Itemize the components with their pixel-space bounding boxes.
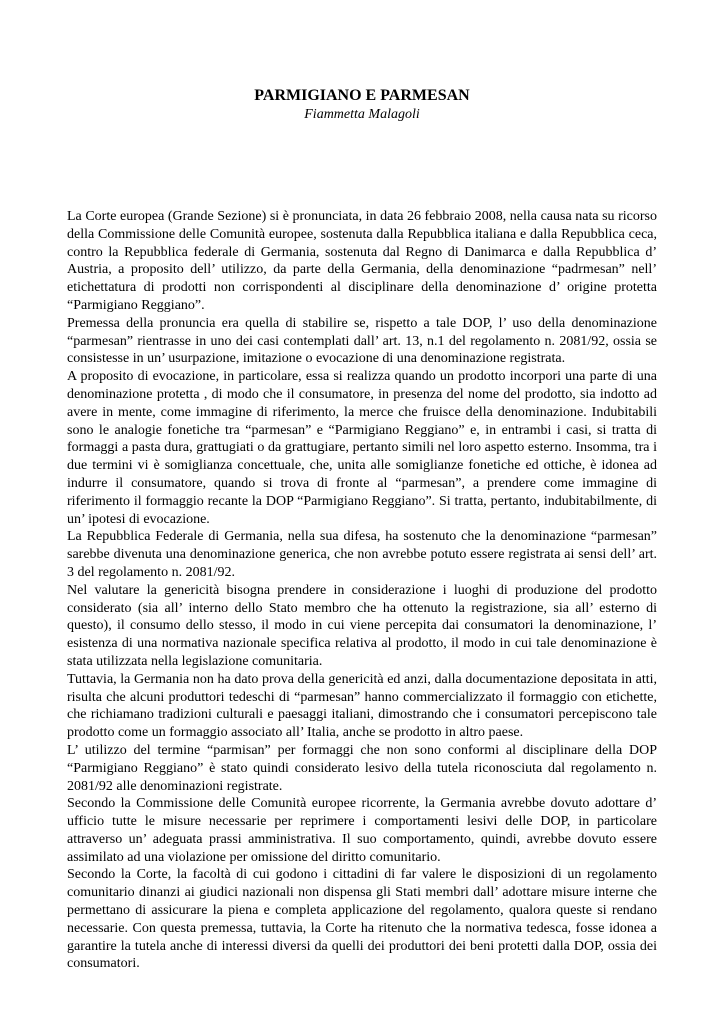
document-header [0,86,724,123]
document-author: Fiammetta Malagoli [304,107,420,122]
paragraph: La Repubblica Federale di Germania, nella sua difesa, ha sostenuto che la denominazione “parmesan” sarebbe divenuta una denominazione generica, che non avrebbe potuto essere registrata ai sensi dell’ art. 3 del regolamento n. 2081/92. [67,529,657,580]
document-body [67,208,657,973]
document-title: PARMIGIANO E PARMESAN [254,87,470,104]
paragraph: A proposito di evocazione, in particolare, essa si realizza quando un prodotto incorpori una parte di una denominazione protetta , di modo che il consumatore, in presenza del nome del prodotto, sia indotto ad avere in mente, come immagine di riferimento, la merce che fruisce della denominazione. Indubitabili sono le analogie fonetiche tra “parmesan” e “Parmigiano Reggiano” e, in entrambi i casi, si tratta di formaggi a pasta dura, grattugiati o da grattugiare, pertanto simili nel loro aspetto esterno. Insomma, tra i due termini vi è somiglianza concettuale, che, unita alle somiglianze fonetiche ed ottiche, è idonea ad indurre il consumatore, quando si trova di fronte al “parmesan”, a prendere come immagine di riferimento il formaggio recante la DOP “Parmigiano Reggiano”. Si tratta, pertanto, indubitabilmente, di un’ ipotesi di evocazione. [67,369,657,527]
paragraph: Premessa della pronuncia era quella di stabilire se, rispetto a tale DOP, l’ uso della denominazione “parmesan” rientrasse in uno dei casi contemplati dall’ art. 13, n.1 del regolamento n. 2081/92, ossia se consistesse in un’ usurpazione, imitazione o evocazione di una denominazione registrata. [67,315,657,367]
paragraph: La Corte europea (Grande Sezione) si è pronunciata, in data 26 febbraio 2008, nella causa nata su ricorso della Commissione delle Comunità europee, sostenuta dalla Repubblica italiana e dalla Repubblica ceca, contro la Repubblica federale di Germania, sostenuta dal Regno di Danimarca e dalla Repubblica d’ Austria, a proposito dell’ utilizzo, da parte della Germania, della denominazione “padrmesan” nell’ etichettatura di prodotti non corrispondenti al disciplinare della denominazione d’ origine protetta “Parmigiano Reggiano”. [67,209,657,313]
paragraph: Secondo la Corte, la facoltà di cui godono i cittadini di far valere le disposizioni di un regolamento comunitario dinanzi ai giudici nazionali non dispensa gli Stati membri dall’ adottare misure interne che permettano di assicurare la piena e completa applicazione del regolamento, qualora queste si rendano necessarie. Con questa premessa, tuttavia, la Corte ha ritenuto che la normativa tedesca, fosse idonea a garantire la tutela anche di interessi diversi da quelli dei produttori dei beni protetti dalla DOP, ossia dei consumatori. [67,867,657,972]
paragraph: Tuttavia, la Germania non ha dato prova della genericità ed anzi, dalla documentazione depositata in atti, risulta che alcuni produttori tedeschi di “parmesan” hanno commercializzato il formaggio con etichette, che richiamano tradizioni culturali e paesaggi italiani, dimostrando che i consumatori percepiscono tale prodotto come un formaggio associato all’ Italia, anche se prodotto in altro paese. [67,671,657,741]
paragraph: Secondo la Commissione delle Comunità europee ricorrente, la Germania avrebbe dovuto adottare d’ ufficio tutte le misure necessarie per reprimere i comportamenti lesivi delle DOP, in particolare attraverso un’ adeguata prassi amministrativa. Il suo comportamento, quindi, avrebbe dovuto essere assimilato ad una violazione per omissione del diritto comunitario. [67,796,657,865]
paragraph: L’ utilizzo del termine “parmisan” per formaggi che non sono conformi al disciplinare della DOP “Parmigiano Reggiano” è stato quindi considerato lesivo della tutela riconosciuta dal regolamento n. 2081/92 alle denominazioni registrate. [67,742,657,794]
paragraph: Nel valutare la genericità bisogna prendere in considerazione i luoghi di produzione del prodotto considerato (sia all’ interno dello Stato membro che ha ottenuto la registrazione, sia all’ esterno di questo), il consumo dello stesso, il modo in cui viene percepita dai consumatori la denominazione, l’ esistenza di una normativa nazionale specifica relativa al prodotto, il modo in cui tale denominazione è stata utilizzata nella legislazione comunitaria. [67,582,657,669]
